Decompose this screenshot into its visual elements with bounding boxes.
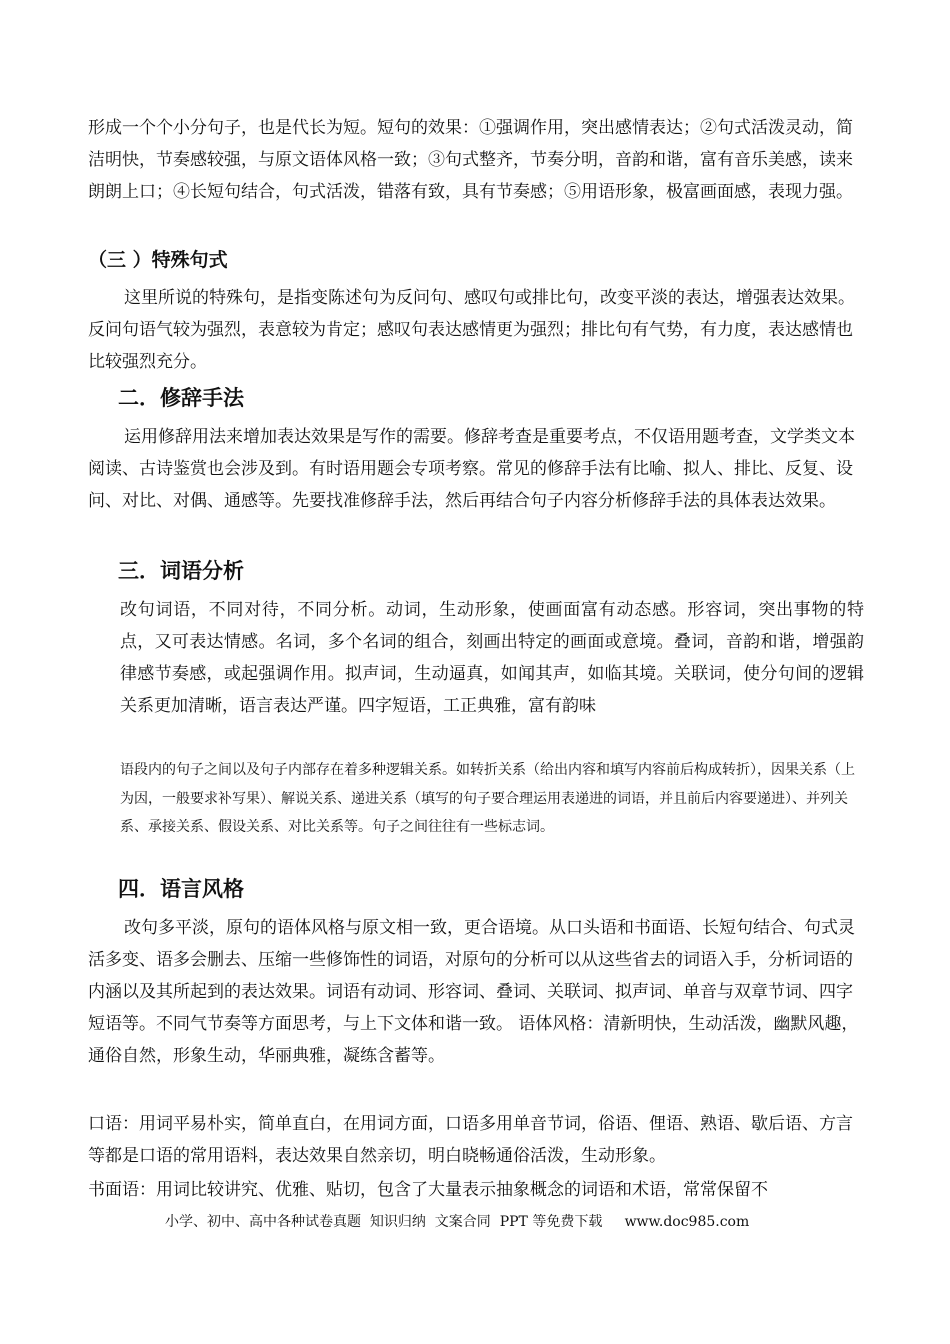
- paragraph-rhetoric: 运用修辞用法来增加表达效果是写作的需要。修辞考查是重要考点，不仅语用题考查，文学类文本阅读、古诗鉴赏也会涉及到。有时语用题会专项考察。常见的修辞手法有比喻、拟人、排比、反复、设问、对比、对偶、通感等。先要找准修辞手法，然后再结合句子内容分析修辞手法的具体表达效果。: [88, 427, 855, 511]
- heading-language-style: 四．语言风格: [118, 877, 244, 901]
- heading-special-sentences: （三 ）特殊句式: [88, 249, 228, 271]
- paragraph-oral-language: 口语：用词平易朴实，简单直白，在用词方面，口语多用单音节词，俗语、俚语、熟语、歇后语、方言等都是口语的常用语料，表达效果自然亲切，明白晓畅通俗活泼，生动形象。: [88, 1114, 853, 1166]
- paragraph-word-analysis: 改句词语，不同对待，不同分析。动词，生动形象，使画面富有动态感。形容词，突出事物的特点，又可表达情感。名词，多个名词的组合，刻画出特定的画面或意境。叠词，音韵和谐，增强韵律感节奏感，或起强调作用。拟声词，生动逼真，如闻其声，如临其境。关联词，使分句间的逻辑关系更加清晰，语言表达严谨。四字短语，工正典雅，富有韵味: [120, 600, 864, 716]
- paragraph-short-sentences: 形成一个个小分句子，也是代长为短。短句的效果：①强调作用，突出感情表达；②句式活泼灵动，简洁明快，节奏感较强，与原文语体风格一致；③句式整齐，节奏分明，音韵和谐，富有音乐美感，读来朗朗上口；④长短句结合，句式活泼，错落有致，具有节奏感；⑤用语形象，极富画面感，表现力强。: [88, 118, 853, 202]
- page-footer: 小学、初中、高中各种试卷真题 知识归纳 文案合同 PPT 等免费下载 www.doc985.com: [165, 1214, 750, 1230]
- paragraph-language-style: 改句多平淡，原句的语体风格与原文相一致，更合语境。从口头语和书面语、长短句结合、句式灵活多变、语多会删去、压缩一些修饰性的词语，对原句的分析可以从这些省去的词语入手，分析词语的内涵以及其所起到的表达效果。词语有动词、形容词、叠词、关联词、拟声词、单音与双章节词、四字短语等。不同气节奏等方面思考，与上下文体和谐一致。 语体风格：清新明快，生动活泼，幽默风趣，通俗自然，形象生动，华丽典雅，凝练含蓄等。: [88, 918, 859, 1066]
- paragraph-written-language: 书面语：用词比较讲究、优雅、贴切，包含了大量表示抽象概念的词语和术语，常常保留不: [88, 1180, 768, 1200]
- paragraph-logic-relations: 语段内的句子之间以及句子内部存在着多种逻辑关系。如转折关系（给出内容和填写内容前后构成转折），因果关系（上为因，一般要求补写果）、解说关系、递进关系（填写的句子要合理运用表递进的词语，并且前后内容要递进）、并列关系、承接关系、假设关系、对比关系等。句子之间往往有一些标志词。: [120, 762, 855, 835]
- paragraph-special-sentences: 这里所说的特殊句，是指变陈述句为反问句、感叹句或排比句，改变平淡的表达，增强表达效果。反问句语气较为强烈，表意较为肯定；感叹句表达感情更为强烈；排比句有气势，有力度，表达感情也比较强烈充分。: [88, 288, 855, 372]
- heading-word-analysis: 三．词语分析: [118, 559, 244, 583]
- heading-rhetoric: 二．修辞手法: [118, 386, 244, 410]
